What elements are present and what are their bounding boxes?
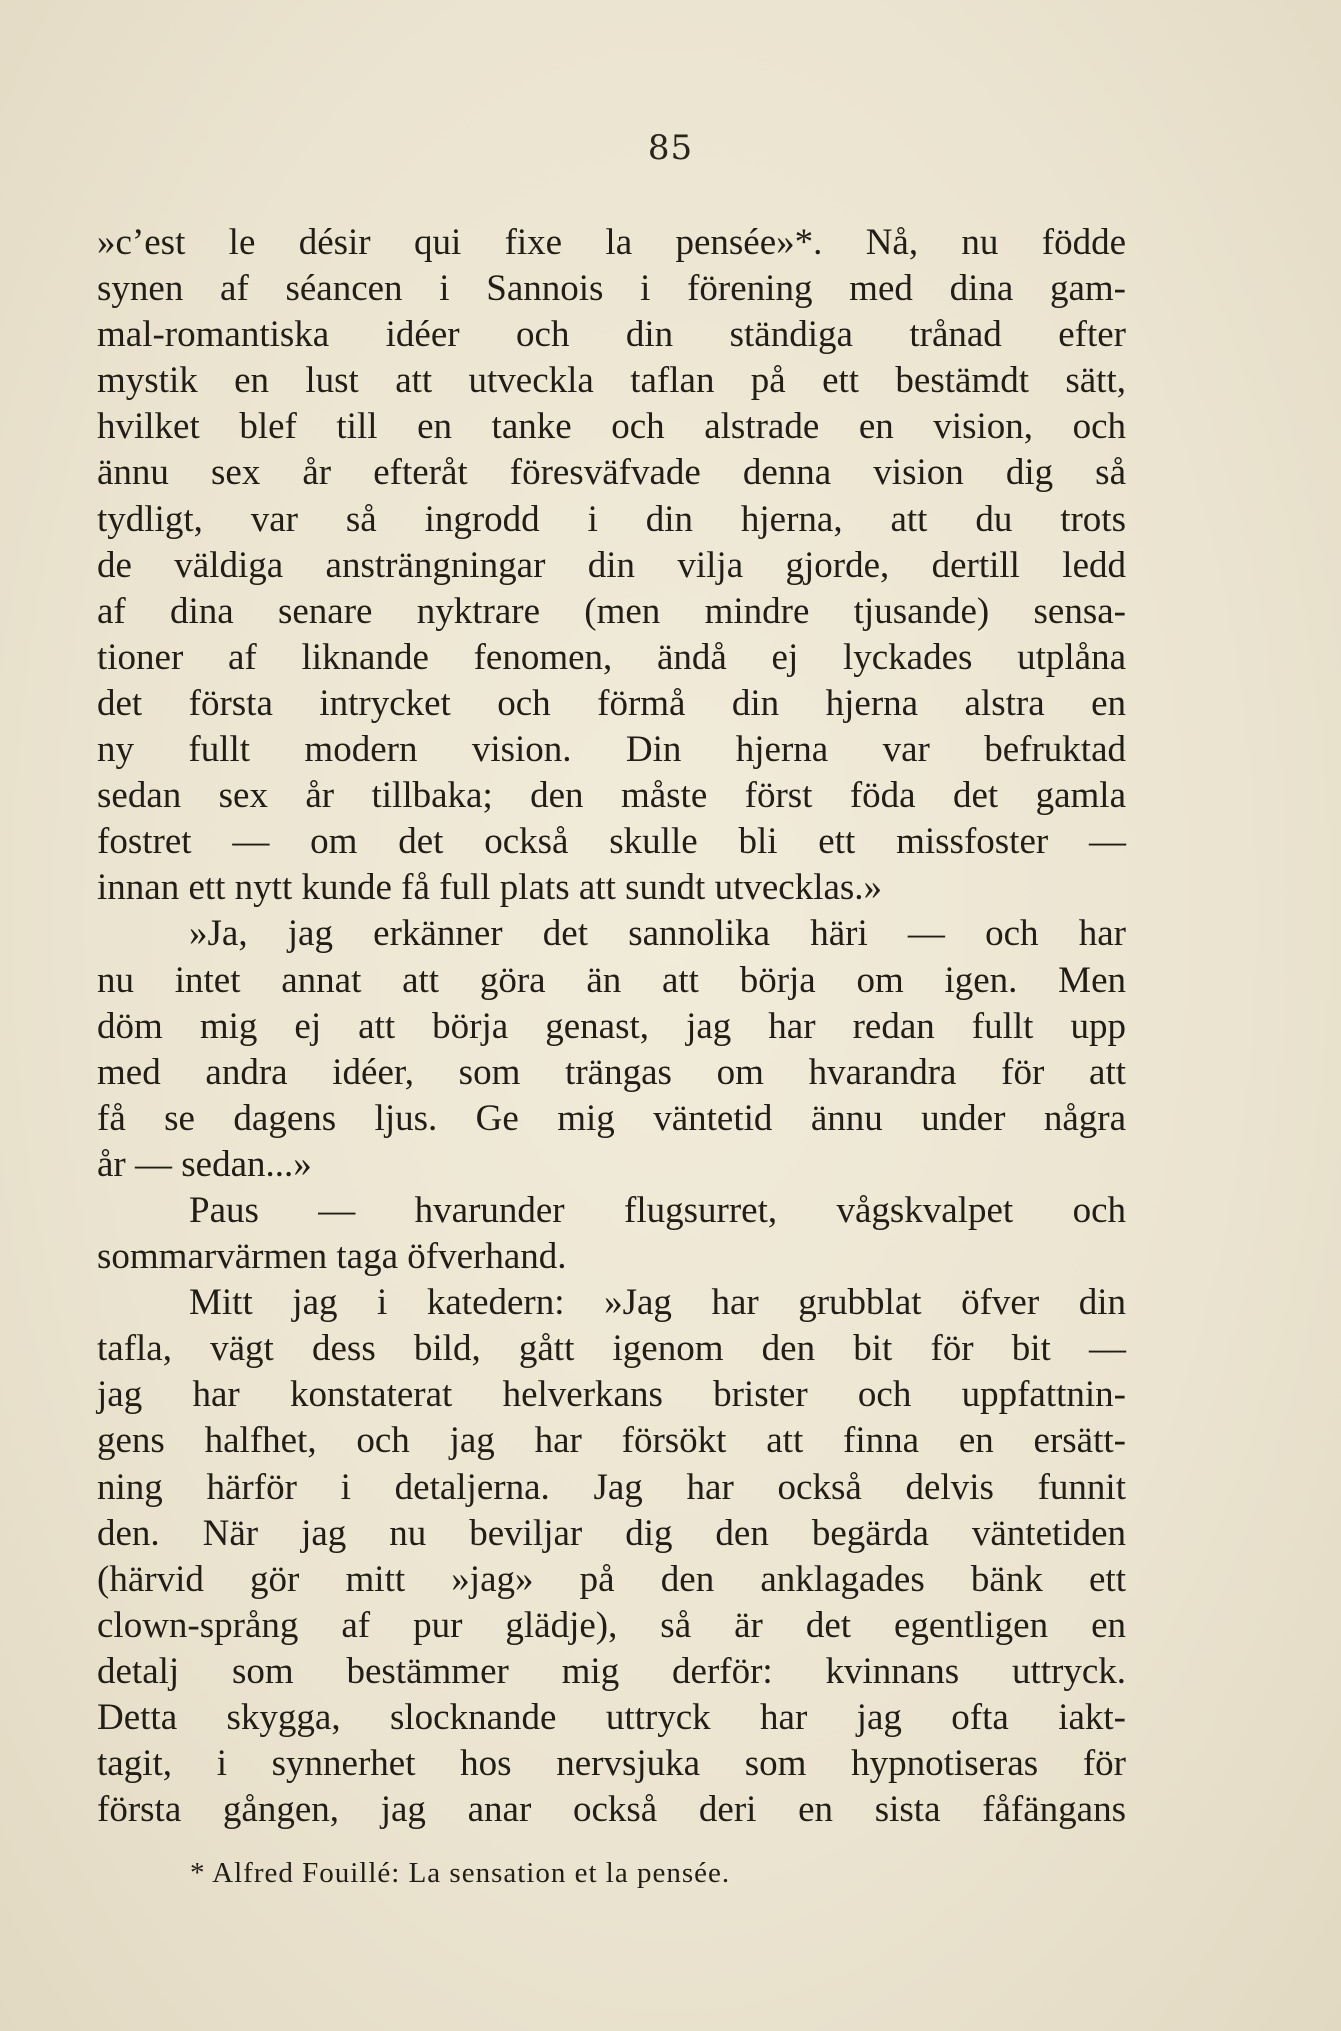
text-line: få se dagens ljus. Ge mig väntetid ännu under några — [97, 1097, 1126, 1139]
footnote-marker: * — [190, 1857, 206, 1889]
text-line: mystik en lust att utveckla taflan på ett bestämdt sätt, — [97, 360, 1126, 402]
text-line: jag har konstaterat helverkans brister och uppfattnin- — [97, 1374, 1126, 1416]
text-line: Mitt jag i katedern: »Jag har grubblat öfver din — [189, 1282, 1126, 1324]
text-line: detalj som bestämmer mig derför: kvinnans uttryck. — [97, 1650, 1126, 1692]
page-number: 85 — [647, 128, 694, 168]
text-line: ny fullt modern vision. Din hjerna var befruktad — [97, 729, 1126, 771]
text-line: hvilket blef till en tanke och alstrade en vision, och — [97, 406, 1126, 448]
text-line: af dina senare nyktrare (men mindre tjusande) sensa- — [97, 590, 1126, 632]
text-line: clown-språng af pur glädje), så är det egentligen en — [97, 1604, 1126, 1646]
text-line: Paus — hvarunder flugsurret, vågskvalpet och — [189, 1189, 1126, 1231]
text-line: tagit, i synnerhet hos nervsjuka som hypnotiseras för — [97, 1743, 1126, 1785]
text-line: innan ett nytt kunde få full plats att sundt utvecklas.» — [97, 867, 883, 909]
text-line: fostret — om det också skulle bli ett missfoster — — [97, 821, 1126, 863]
footnote-author: Alfred Fouillé — [212, 1857, 392, 1889]
text-line: nu intet annat att göra än att börja om igen. Men — [97, 959, 1126, 1001]
text-line: mal-romantiska idéer och din ständiga trånad efter — [97, 314, 1126, 356]
text-line: tioner af liknande fenomen, ändå ej lyckades utplåna — [97, 636, 1126, 678]
text-line: synen af séancen i Sannois i förening med dina gam- — [97, 268, 1126, 310]
text-line: år — sedan...» — [97, 1143, 312, 1185]
text-line: ännu sex år efteråt föresväfvade denna vision dig så — [97, 452, 1126, 494]
text-line: Detta skygga, slocknande uttryck har jag ofta iakt- — [97, 1697, 1126, 1738]
footnote-separator: : — [391, 1857, 401, 1889]
footnote — [190, 1855, 730, 1891]
text-line: första gången, jag anar också deri en sista fåfängans — [97, 1789, 1126, 1831]
text-line: med andra idéer, som trängas om hvarandra för att — [97, 1051, 1126, 1093]
footnote-title: La sensation et la pensée. — [408, 1857, 731, 1889]
text-line: ning härför i detaljerna. Jag har också delvis funnit — [97, 1466, 1126, 1508]
text-line: tafla, vägt dess bild, gått igenom den bit för bit — — [97, 1328, 1126, 1370]
body-text — [97, 220, 1126, 1833]
text-line: gens halfhet, och jag har försökt att finna en ersätt- — [97, 1420, 1126, 1462]
text-line: »Ja, jag erkänner det sannolika häri — och har — [189, 913, 1126, 955]
text-line: döm mig ej att börja genast, jag har redan fullt upp — [97, 1005, 1126, 1047]
text-line: de väldiga ansträngningar din vilja gjorde, dertill ledd — [97, 544, 1126, 586]
text-line: den. När jag nu beviljar dig den begärda väntetiden — [97, 1512, 1126, 1554]
text-line: »c’est le désir qui fixe la pensée»*. Nå, nu födde — [97, 222, 1126, 263]
text-line: (härvid gör mitt »jag» på den anklagades bänk ett — [97, 1558, 1126, 1600]
text-line: sedan sex år tillbaka; den måste först föda det gamla — [97, 775, 1126, 817]
text-line: det första intrycket och förmå din hjerna alstra en — [97, 682, 1126, 724]
text-line: sommarvärmen taga öfverhand. — [97, 1236, 567, 1278]
text-line: tydligt, var så ingrodd i din hjerna, att du trots — [97, 498, 1126, 540]
